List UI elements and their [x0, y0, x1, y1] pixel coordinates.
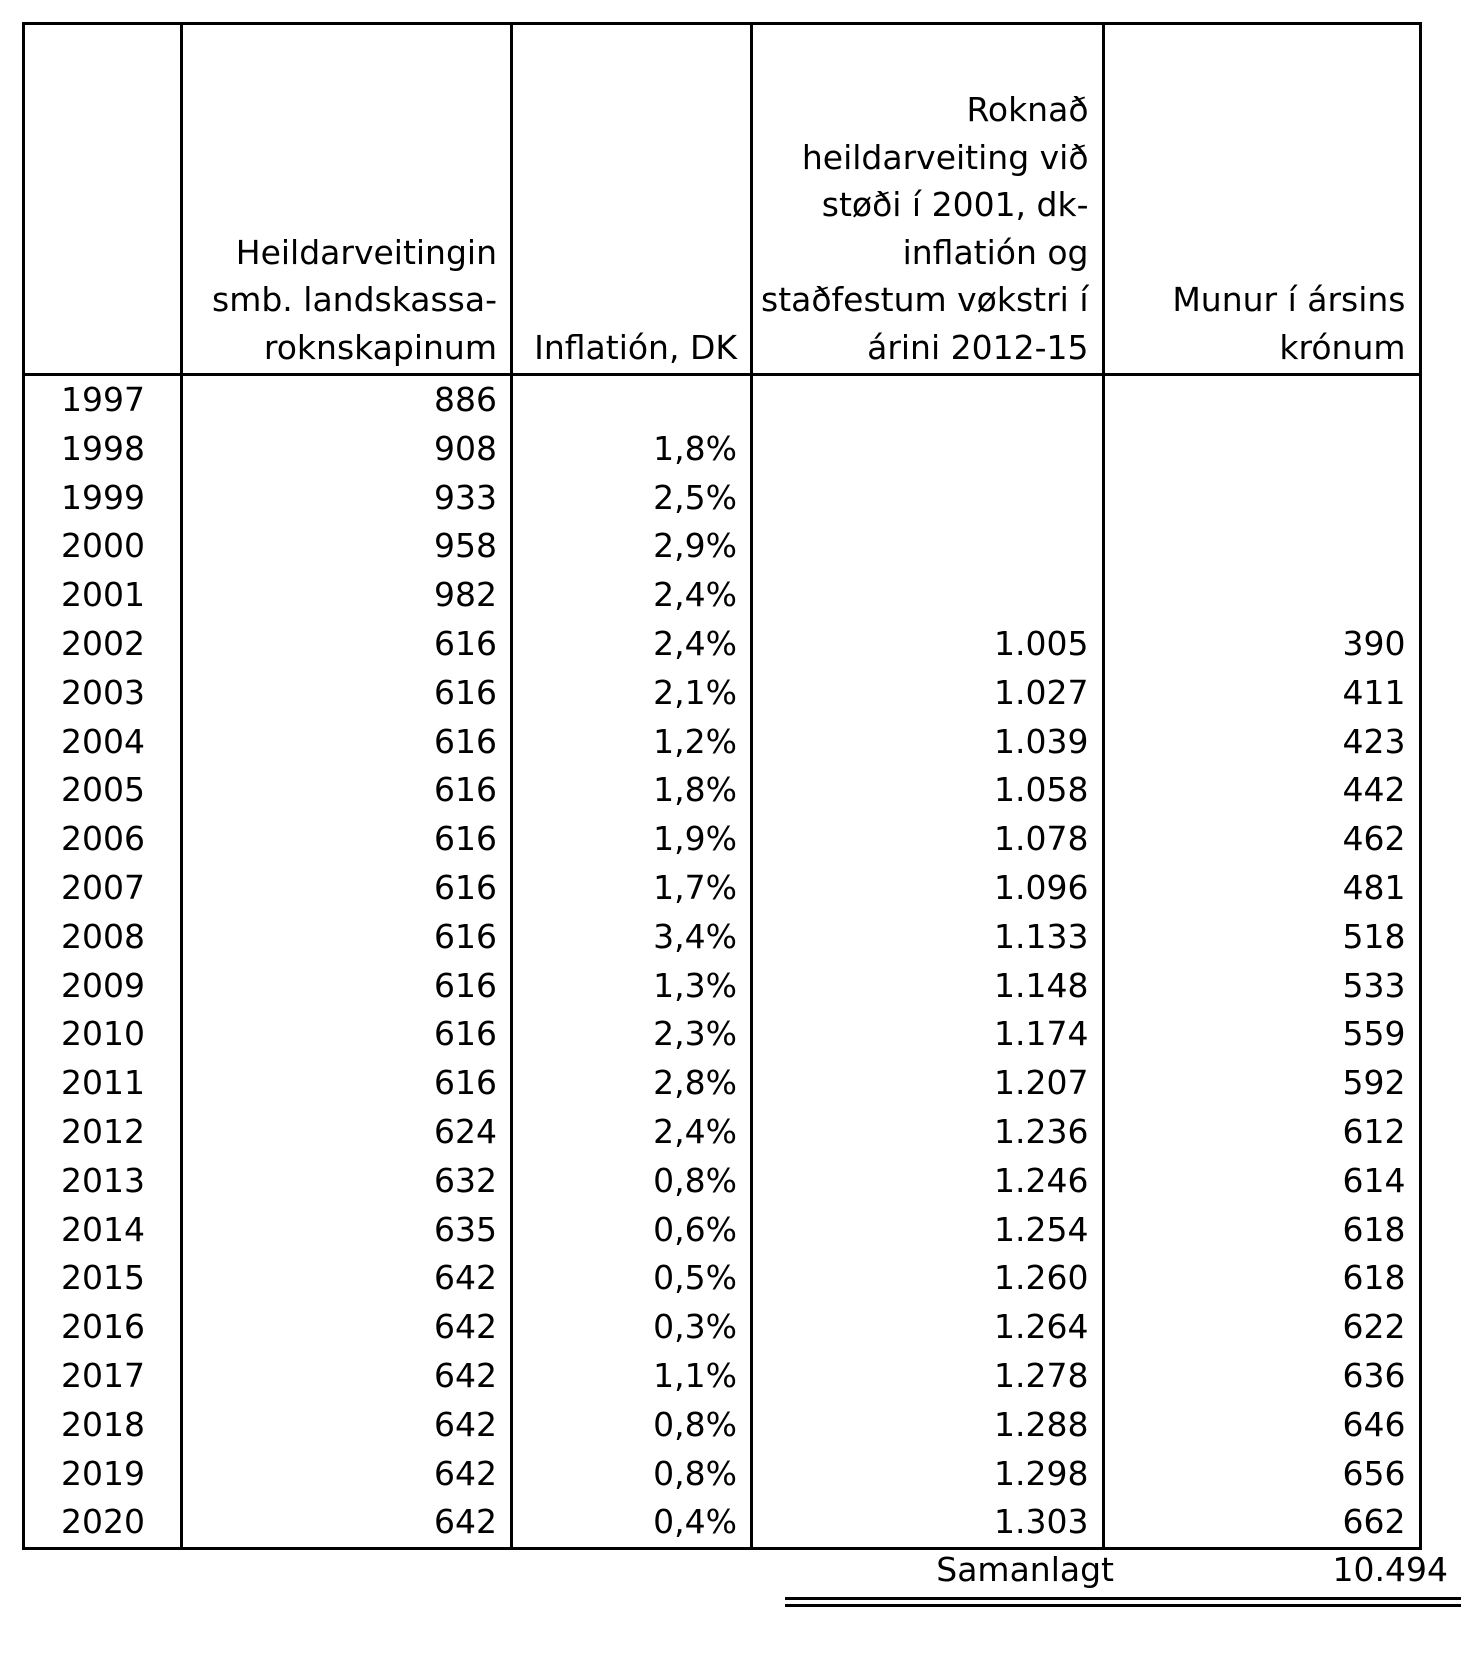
table-row [24, 1498, 1421, 1548]
roknad-cell [752, 474, 1104, 523]
year-cell: 2013 [24, 1157, 182, 1206]
table-row [24, 1303, 1421, 1352]
heildarveiting-cell: 642 [182, 1352, 512, 1401]
roknad-cell: 1.288 [752, 1401, 1104, 1450]
header-line: Heildarveitingin [235, 232, 497, 272]
header-line: Munur í ársins [1172, 280, 1406, 319]
year-cell: 2010 [24, 1010, 182, 1059]
table-row [24, 620, 1421, 669]
munur-cell: 518 [1103, 913, 1420, 962]
header-year [24, 24, 182, 375]
roknad-cell [752, 425, 1104, 474]
inflation-cell [512, 375, 752, 425]
inflation-cell: 2,4% [512, 571, 752, 620]
munur-cell: 481 [1103, 864, 1420, 913]
inflation-cell: 1,8% [512, 766, 752, 815]
inflation-cell: 0,4% [512, 1498, 752, 1548]
heildarveiting-cell: 616 [182, 864, 512, 913]
table-row [24, 474, 1421, 523]
heildarveiting-cell: 616 [182, 1010, 512, 1059]
munur-cell: 390 [1103, 620, 1420, 669]
heildarveiting-cell: 616 [182, 718, 512, 767]
roknad-cell: 1.058 [752, 766, 1104, 815]
heildarveiting-cell: 642 [182, 1303, 512, 1352]
munur-cell [1103, 425, 1420, 474]
munur-cell: 423 [1103, 718, 1420, 767]
heildarveiting-cell: 616 [182, 620, 512, 669]
munur-cell: 622 [1103, 1303, 1420, 1352]
inflation-cell: 1,8% [512, 425, 752, 474]
year-cell: 2020 [24, 1498, 182, 1548]
header-heildarveitingin [182, 24, 512, 375]
roknad-cell: 1.254 [752, 1206, 1104, 1255]
table-row [24, 571, 1421, 620]
heildarveiting-cell: 624 [182, 1108, 512, 1157]
heildarveiting-cell: 632 [182, 1157, 512, 1206]
year-cell: 2000 [24, 522, 182, 571]
summary-row [785, 1545, 1461, 1605]
header-line: inflatión og [902, 232, 1089, 272]
year-cell: 2019 [24, 1450, 182, 1499]
roknad-cell: 1.207 [752, 1059, 1104, 1108]
table-row [24, 962, 1421, 1011]
inflation-cell: 1,9% [512, 815, 752, 864]
header-roknad [752, 24, 1104, 375]
munur-cell: 559 [1103, 1010, 1420, 1059]
inflation-cell: 0,8% [512, 1157, 752, 1206]
heildarveiting-cell: 642 [182, 1498, 512, 1548]
table-row [24, 1401, 1421, 1450]
inflation-cell: 2,1% [512, 669, 752, 718]
year-cell: 2006 [24, 815, 182, 864]
heildarveiting-cell: 886 [182, 375, 512, 425]
table-row [24, 1010, 1421, 1059]
munur-cell: 612 [1103, 1108, 1420, 1157]
header-line: smb. landskassa- [212, 280, 497, 319]
table-row [24, 669, 1421, 718]
table-row [24, 1059, 1421, 1108]
munur-cell: 656 [1103, 1450, 1420, 1499]
roknad-cell: 1.005 [752, 620, 1104, 669]
inflation-cell: 0,8% [512, 1401, 752, 1450]
roknad-cell [752, 571, 1104, 620]
inflation-cell: 0,6% [512, 1206, 752, 1255]
roknad-cell: 1.174 [752, 1010, 1104, 1059]
roknad-cell: 1.298 [752, 1450, 1104, 1499]
year-cell: 2008 [24, 913, 182, 962]
heildarveiting-cell: 642 [182, 1450, 512, 1499]
year-cell: 2015 [24, 1254, 182, 1303]
summary-value: 10.494 [1332, 1550, 1448, 1589]
year-cell: 2012 [24, 1108, 182, 1157]
heildarveiting-cell: 642 [182, 1401, 512, 1450]
heildarveiting-cell: 642 [182, 1254, 512, 1303]
header-line: árini 2012-15 [867, 327, 1089, 367]
heildarveiting-cell: 933 [182, 474, 512, 523]
heildarveiting-cell: 982 [182, 571, 512, 620]
year-cell: 2014 [24, 1206, 182, 1255]
inflation-cell: 2,8% [512, 1059, 752, 1108]
munur-cell: 411 [1103, 669, 1420, 718]
table-row [24, 718, 1421, 767]
heildarveiting-cell: 616 [182, 815, 512, 864]
heildarveiting-cell: 616 [182, 1059, 512, 1108]
year-cell: 1997 [24, 375, 182, 425]
year-cell: 2011 [24, 1059, 182, 1108]
summary-label: Samanlagt [936, 1550, 1114, 1589]
roknad-cell: 1.078 [752, 815, 1104, 864]
roknad-cell [752, 375, 1104, 425]
inflation-cell: 0,8% [512, 1450, 752, 1499]
roknad-cell: 1.246 [752, 1157, 1104, 1206]
data-table [22, 22, 1422, 1550]
inflation-cell: 3,4% [512, 913, 752, 962]
header-inflation [512, 24, 752, 375]
heildarveiting-cell: 635 [182, 1206, 512, 1255]
munur-cell [1103, 571, 1420, 620]
heildarveiting-cell: 616 [182, 913, 512, 962]
table-row [24, 1206, 1421, 1255]
table-row [24, 375, 1421, 425]
header-line: Roknað [966, 90, 1089, 129]
roknad-cell: 1.133 [752, 913, 1104, 962]
heildarveiting-cell: 616 [182, 669, 512, 718]
year-cell: 2009 [24, 962, 182, 1011]
roknad-cell: 1.278 [752, 1352, 1104, 1401]
year-cell: 1999 [24, 474, 182, 523]
year-cell: 2004 [24, 718, 182, 767]
year-cell: 1998 [24, 425, 182, 474]
heildarveiting-cell: 616 [182, 962, 512, 1011]
inflation-cell: 1,3% [512, 962, 752, 1011]
inflation-cell: 1,2% [512, 718, 752, 767]
year-cell: 2003 [24, 669, 182, 718]
munur-cell: 646 [1103, 1401, 1420, 1450]
header-line: heildarveiting við [801, 137, 1089, 177]
munur-cell: 442 [1103, 766, 1420, 815]
roknad-cell: 1.148 [752, 962, 1104, 1011]
inflation-cell: 2,5% [512, 474, 752, 523]
table-row [24, 913, 1421, 962]
year-cell: 2007 [24, 864, 182, 913]
munur-cell: 462 [1103, 815, 1420, 864]
roknad-cell: 1.236 [752, 1108, 1104, 1157]
year-cell: 2017 [24, 1352, 182, 1401]
heildarveiting-cell: 908 [182, 425, 512, 474]
munur-cell: 662 [1103, 1498, 1420, 1548]
munur-cell [1103, 474, 1420, 523]
year-cell: 2002 [24, 620, 182, 669]
inflation-cell: 0,5% [512, 1254, 752, 1303]
munur-cell: 614 [1103, 1157, 1420, 1206]
roknad-cell [752, 522, 1104, 571]
header-line: støði í 2001, dk- [821, 185, 1089, 224]
header-line: Inflatión, DK [534, 327, 737, 367]
header-line: roknskapinum [263, 327, 497, 367]
inflation-cell: 0,3% [512, 1303, 752, 1352]
table-row [24, 1450, 1421, 1499]
inflation-cell: 2,4% [512, 1108, 752, 1157]
table-row [24, 815, 1421, 864]
roknad-cell: 1.303 [752, 1498, 1104, 1548]
table-row [24, 1352, 1421, 1401]
munur-cell: 533 [1103, 962, 1420, 1011]
year-cell: 2016 [24, 1303, 182, 1352]
header-line: staðfestum vøkstri í [761, 280, 1089, 319]
munur-cell: 618 [1103, 1254, 1420, 1303]
table-row [24, 1254, 1421, 1303]
inflation-cell: 2,9% [512, 522, 752, 571]
heildarveiting-cell: 958 [182, 522, 512, 571]
table-row [24, 1157, 1421, 1206]
munur-cell [1103, 375, 1420, 425]
table-row [24, 425, 1421, 474]
inflation-cell: 2,3% [512, 1010, 752, 1059]
munur-cell: 592 [1103, 1059, 1420, 1108]
roknad-cell: 1.027 [752, 669, 1104, 718]
table-row [24, 522, 1421, 571]
table-row [24, 1108, 1421, 1157]
table-row [24, 766, 1421, 815]
roknad-cell: 1.260 [752, 1254, 1104, 1303]
double-underline [785, 1597, 1461, 1607]
table-body [24, 375, 1421, 1549]
year-cell: 2018 [24, 1401, 182, 1450]
munur-cell [1103, 522, 1420, 571]
heildarveiting-cell: 616 [182, 766, 512, 815]
munur-cell: 618 [1103, 1206, 1420, 1255]
header-munur [1103, 24, 1420, 375]
header-line: krónum [1279, 327, 1406, 367]
header-row [24, 24, 1421, 375]
munur-cell: 636 [1103, 1352, 1420, 1401]
inflation-cell: 1,7% [512, 864, 752, 913]
roknad-cell: 1.096 [752, 864, 1104, 913]
year-cell: 2005 [24, 766, 182, 815]
roknad-cell: 1.264 [752, 1303, 1104, 1352]
inflation-cell: 2,4% [512, 620, 752, 669]
table-row [24, 864, 1421, 913]
roknad-cell: 1.039 [752, 718, 1104, 767]
inflation-cell: 1,1% [512, 1352, 752, 1401]
year-cell: 2001 [24, 571, 182, 620]
